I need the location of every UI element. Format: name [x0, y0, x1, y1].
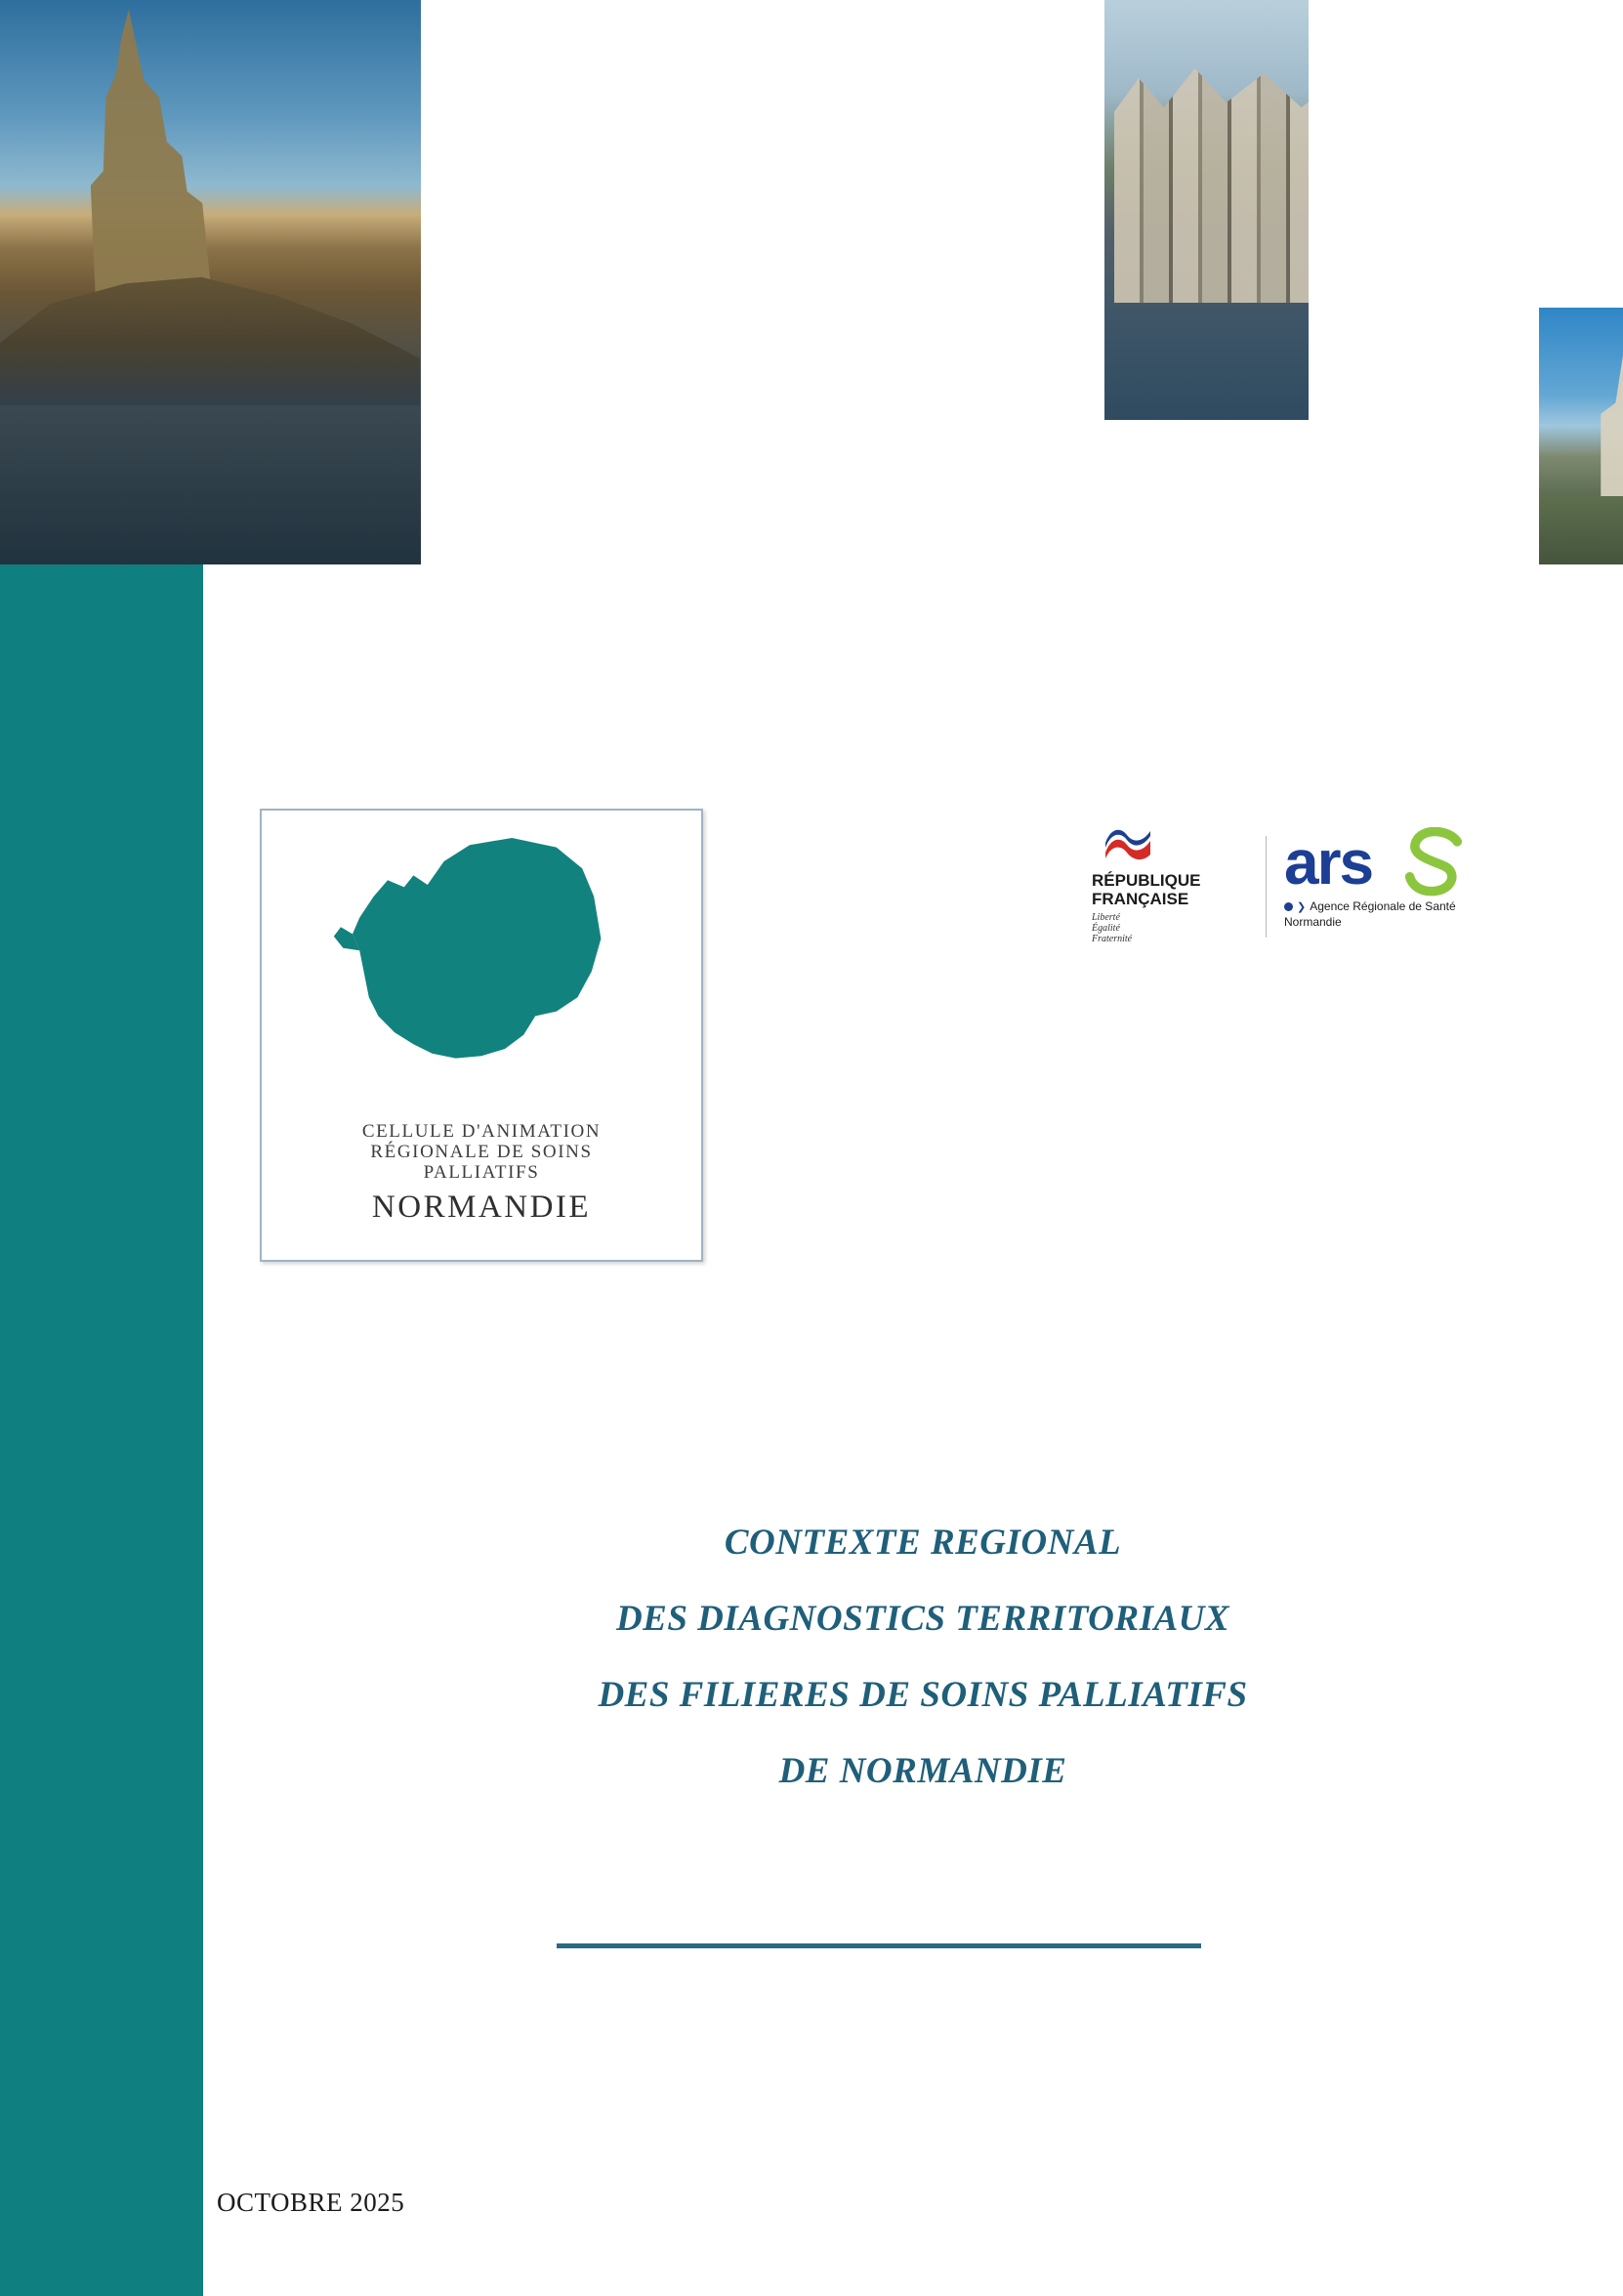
title-line-4: DE NORMANDIE: [778, 1751, 1067, 1791]
mont-saint-michel-photo: [0, 0, 421, 564]
ars-bullet-icon: [1284, 902, 1293, 911]
title-line-2: DES DIAGNOSTICS TERRITORIAUX: [615, 1599, 1230, 1639]
honfleur-harbour-photo: [1104, 0, 1309, 420]
photo-banner: [0, 0, 1623, 564]
ars-logo: [1284, 827, 1499, 940]
ars-region: Normandie: [1284, 915, 1342, 929]
devise-fraternite: Fraternité: [1092, 934, 1133, 944]
ars-arrow-icon: ❯: [1297, 900, 1307, 913]
title-line-1: CONTEXTE REGIONAL: [724, 1523, 1122, 1563]
normandie-map-icon: [283, 826, 680, 1119]
french-flag-icon: [1102, 829, 1160, 862]
ars-wordmark: ars: [1284, 827, 1373, 898]
title-underline-rule: [557, 1943, 1201, 1948]
carsp-logo: [260, 809, 703, 1262]
republique-francaise-logo: [1092, 829, 1248, 944]
left-accent-band: [0, 564, 203, 2296]
carsp-line-1: CELLULE D'ANIMATION: [361, 1121, 602, 1142]
devise-egalite: Égalité: [1092, 923, 1120, 934]
logo-divider: [1266, 836, 1267, 938]
republique-line-2: FRANÇAISE: [1092, 890, 1189, 908]
ars-subtitle: Agence Régionale de Santé: [1310, 899, 1456, 913]
document-title: [420, 1514, 1426, 1801]
republique-line-1: RÉPUBLIQUE: [1092, 871, 1201, 890]
devise-liberte: Liberté: [1092, 912, 1120, 923]
carsp-region-label: NORMANDIE: [371, 1190, 592, 1225]
caen-abbey-photo: [1539, 308, 1623, 564]
carsp-line-3: PALLIATIFS: [423, 1162, 540, 1183]
institutional-logos: [1092, 828, 1502, 945]
document-date: OCTOBRE 2025: [217, 2188, 405, 2217]
title-line-3: DES FILIERES DE SOINS PALLIATIFS: [598, 1675, 1248, 1715]
ars-s-swoosh-icon: [1403, 827, 1466, 899]
carsp-line-2: RÉGIONALE DE SOINS: [370, 1142, 593, 1162]
